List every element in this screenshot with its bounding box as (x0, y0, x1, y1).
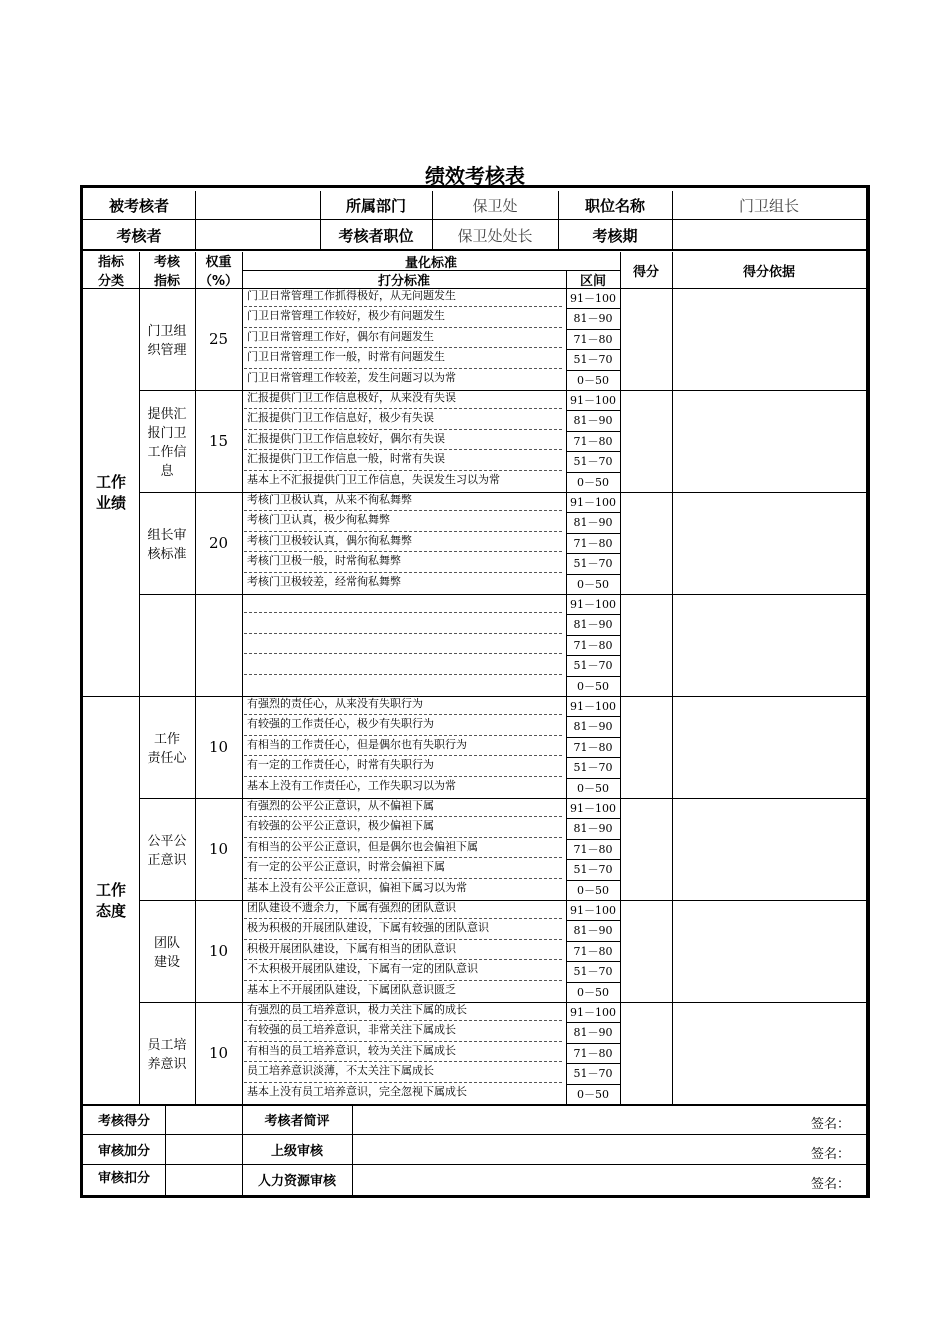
range-value: 0－50 (577, 781, 609, 795)
dept-field-text: 保卫处 (472, 196, 518, 215)
criteria-text: 门卫日常管理工作较差，发生问题习以为常 (247, 370, 456, 384)
criteria-text: 员工培养意识淡薄，不太关注下属成长 (247, 1064, 434, 1078)
criteria-text: 基本上不开展团队建设，下属团队意识匮乏 (247, 982, 456, 996)
grid-line (566, 737, 620, 738)
examiner-position-label (320, 221, 432, 249)
indicator-name (139, 594, 195, 696)
examinee-label-text: 被考核者 (108, 196, 169, 215)
indicator-weight (195, 390, 242, 492)
range-value: 51－70 (573, 353, 613, 367)
score-input[interactable] (620, 696, 672, 798)
indicator-weight (195, 900, 242, 1002)
criteria-text: 汇报提供门卫工作信息极好，从来没有失误 (247, 391, 456, 404)
grid-line (566, 839, 620, 840)
range-value: 51－70 (573, 965, 613, 979)
grid-line (566, 716, 620, 717)
criteria-text: 汇报提供门卫工作信息一般，时常有失误 (247, 452, 445, 466)
grid-line (566, 1043, 620, 1044)
col-score-header-text: 得分 (632, 264, 659, 280)
range-value: 81－90 (573, 618, 613, 632)
range-value: 81－90 (573, 414, 613, 428)
dept-label-text: 所属部门 (345, 196, 406, 215)
range-value: 91－100 (570, 1006, 616, 1019)
criteria-text: 考核门卫极一般，时常徇私舞弊 (247, 554, 401, 568)
criteria-dash-line (244, 429, 562, 430)
col-basis-header (672, 252, 866, 288)
range-value: 51－70 (573, 863, 613, 877)
indicator-name-text: 组长审 核标准 (147, 528, 187, 562)
grid-line (566, 655, 620, 656)
indicator-name (139, 288, 195, 390)
indicator-weight (195, 492, 242, 594)
criteria-text: 有较强的公平公正意识，极少偏袒下属 (247, 819, 434, 833)
criteria-dash-line (244, 572, 562, 573)
criteria-dash-line (244, 837, 562, 838)
criteria-dash-line (244, 612, 562, 613)
range-value: 0－50 (577, 679, 609, 693)
range-value: 51－70 (573, 761, 613, 775)
grid-line (566, 1022, 620, 1023)
indicator-name (139, 900, 195, 1002)
examiner-label-text: 考核者 (116, 226, 162, 245)
examiner-field[interactable] (195, 221, 320, 249)
footer-deduct-field[interactable] (165, 1164, 242, 1195)
position-field[interactable] (672, 191, 866, 219)
category-work-performance (83, 288, 139, 696)
indicator-name (139, 1002, 195, 1104)
score-input[interactable] (620, 492, 672, 594)
criteria-dash-line (244, 449, 562, 450)
indicator-weight-text: 20 (208, 534, 229, 552)
range-value: 71－80 (573, 944, 613, 958)
criteria-dash-line (244, 1020, 562, 1021)
criteria-dash-line (244, 347, 562, 348)
indicator-name-text: 门卫组 织管理 (147, 324, 187, 358)
footer-superior-label (242, 1134, 352, 1164)
footer-add-field[interactable] (165, 1134, 242, 1164)
criteria-dash-line (244, 939, 562, 940)
range-value: 91－100 (570, 904, 616, 917)
footer-deduct-label (83, 1164, 165, 1195)
score-basis-input[interactable] (672, 798, 866, 900)
range-value: 0－50 (577, 577, 609, 591)
criteria-dash-line (244, 918, 562, 919)
range-value: 81－90 (573, 312, 613, 326)
indicator-name (139, 696, 195, 798)
criteria-text: 基本上不汇报提供门卫工作信息，失误发生习以为常 (247, 472, 500, 486)
score-input[interactable] (620, 390, 672, 492)
indicator-name (139, 798, 195, 900)
footer-score-label (83, 1104, 165, 1134)
criteria-text: 有较强的工作责任心，极少有失职行为 (247, 717, 434, 731)
range-value: 0－50 (577, 373, 609, 387)
period-label (558, 221, 672, 249)
range-value: 81－90 (573, 720, 613, 734)
footer-comment-label (242, 1104, 352, 1134)
range-value: 71－80 (573, 1046, 613, 1060)
grid-line (566, 778, 620, 779)
grid-line (566, 614, 620, 615)
indicator-name (139, 492, 195, 594)
criteria-dash-line (244, 551, 562, 552)
criteria-dash-line (244, 755, 562, 756)
signature-label: 签名： (810, 1177, 850, 1192)
range-value: 51－70 (573, 1067, 613, 1081)
criteria-text: 积极开展团队建设，下属有相当的团队意识 (247, 941, 456, 955)
col-range-header-text: 区间 (579, 273, 606, 289)
grid-line (566, 512, 620, 513)
grid-line (566, 574, 620, 575)
range-value: 91－100 (570, 292, 616, 305)
grid-line (566, 370, 620, 371)
criteria-text: 团队建设不遗余力，下属有强烈的团队意识 (247, 901, 456, 914)
indicator-name-text: 公平公 正意识 (147, 834, 187, 868)
indicator-weight-text: 15 (208, 432, 229, 450)
examiner-position-field[interactable] (432, 221, 558, 249)
col-basis-header-text: 得分依据 (742, 264, 795, 280)
dept-field[interactable] (432, 191, 558, 219)
criteria-dash-line (244, 653, 562, 654)
grid-line (566, 533, 620, 534)
criteria-text: 有强烈的责任心，从来没有失职行为 (247, 697, 423, 710)
period-label-text: 考核期 (592, 226, 638, 245)
indicator-weight-text: 25 (208, 330, 229, 348)
range-value: 71－80 (573, 536, 613, 550)
position-label-text: 职位名称 (584, 196, 645, 215)
examiner-label (83, 221, 195, 249)
grid-line (566, 451, 620, 452)
grid-line (566, 410, 620, 411)
criteria-dash-line (244, 980, 562, 981)
range-value: 0－50 (577, 985, 609, 999)
criteria-text: 汇报提供门卫工作信息好，极少有失误 (247, 411, 434, 425)
range-value: 91－100 (570, 598, 616, 611)
footer-hr-label (242, 1164, 352, 1195)
category-work-attitude-text: 工作 态度 (95, 881, 126, 920)
position-field-text: 门卫组长 (738, 196, 799, 215)
criteria-dash-line (244, 878, 562, 879)
criteria-dash-line (244, 1041, 562, 1042)
col-indicator-header (139, 252, 195, 288)
criteria-text: 有一定的公平公正意识，时常会偏袒下属 (247, 860, 445, 874)
range-value: 81－90 (573, 516, 613, 530)
criteria-dash-line (244, 633, 562, 634)
col-criteria-header (242, 270, 566, 288)
range-value: 51－70 (573, 659, 613, 673)
grid-line (566, 880, 620, 881)
criteria-text: 基本上没有员工培养意识，完全忽视下属成长 (247, 1084, 467, 1098)
grid-line (566, 941, 620, 942)
criteria-dash-line (244, 531, 562, 532)
col-quant-header (242, 252, 620, 270)
grid-line (566, 1063, 620, 1064)
grid-line (566, 982, 620, 983)
grid-line (566, 920, 620, 921)
score-basis-input[interactable] (672, 288, 866, 390)
grid-line (566, 553, 620, 554)
criteria-text: 基本上没有公平公正意识，偏袒下属习以为常 (247, 880, 467, 894)
range-value: 0－50 (577, 1087, 609, 1101)
position-label (558, 191, 672, 219)
col-quant-header-text: 量化标准 (404, 255, 457, 271)
score-input[interactable] (620, 288, 672, 390)
criteria-text: 考核门卫极较认真，偶尔徇私舞弊 (247, 533, 412, 547)
range-value: 71－80 (573, 332, 613, 346)
criteria-text: 考核门卫极较差，经常徇私舞弊 (247, 574, 401, 588)
col-weight-header-text: 权重 （%） (198, 255, 239, 289)
grid-line (566, 308, 620, 309)
criteria-dash-line (244, 857, 562, 858)
criteria-text: 有相当的员工培养意识，较为关注下属成长 (247, 1043, 456, 1057)
criteria-text: 有强烈的公平公正意识，从不偏袒下属 (247, 799, 434, 812)
examiner-position-field-text: 保卫处处长 (457, 226, 533, 245)
range-value: 51－70 (573, 557, 613, 571)
col-indicator-header-text: 考核 指标 (153, 255, 180, 289)
range-value: 71－80 (573, 638, 613, 652)
indicator-weight (195, 1002, 242, 1104)
criteria-dash-line (244, 674, 562, 675)
criteria-dash-line (244, 816, 562, 817)
col-score-header (620, 252, 672, 288)
range-value: 81－90 (573, 1026, 613, 1040)
range-value: 91－100 (570, 496, 616, 509)
criteria-text: 有强烈的员工培养意识，极力关注下属的成长 (247, 1003, 467, 1016)
grid-line (566, 757, 620, 758)
range-value: 51－70 (573, 455, 613, 469)
criteria-text: 门卫日常管理工作一般，时常有问题发生 (247, 350, 445, 364)
indicator-weight-text: 10 (208, 942, 229, 960)
grid-line (566, 818, 620, 819)
col-criteria-header-text: 打分标准 (377, 273, 430, 289)
footer-superior-label-text: 上级审核 (270, 1143, 323, 1159)
criteria-text: 有较强的员工培养意识，非常关注下属成长 (247, 1023, 456, 1037)
grid-line (566, 431, 620, 432)
score-basis-input[interactable] (672, 594, 866, 696)
criteria-text: 不太积极开展团队建设，下属有一定的团队意识 (247, 962, 478, 976)
footer-add-label (83, 1134, 165, 1164)
grid-line (566, 961, 620, 962)
score-basis-input[interactable] (672, 1002, 866, 1104)
indicator-weight (195, 696, 242, 798)
col-category-header-text: 指标 分类 (97, 255, 124, 289)
criteria-dash-line (244, 327, 562, 328)
score-input[interactable] (620, 900, 672, 1002)
range-value: 0－50 (577, 475, 609, 489)
criteria-dash-line (244, 714, 562, 715)
criteria-dash-line (244, 735, 562, 736)
col-category-header (83, 252, 139, 288)
criteria-dash-line (244, 510, 562, 511)
form-title: 绩效考核表 (425, 164, 525, 188)
indicator-name-text: 团队 建设 (153, 936, 180, 970)
grid-line (566, 329, 620, 330)
footer-score-label-text: 考核得分 (97, 1113, 150, 1129)
score-basis-input[interactable] (672, 900, 866, 1002)
criteria-dash-line (244, 306, 562, 307)
grid-line (566, 635, 620, 636)
col-range-header (566, 270, 620, 288)
criteria-dash-line (244, 959, 562, 960)
criteria-text: 有相当的公平公正意识，但是偶尔也会偏袒下属 (247, 839, 478, 853)
examinee-label (83, 191, 195, 219)
score-input[interactable] (620, 594, 672, 696)
criteria-dash-line (244, 1082, 562, 1083)
criteria-dash-line (244, 368, 562, 369)
criteria-text: 极为积极的开展团队建设，下属有较强的团队意识 (247, 921, 489, 935)
criteria-dash-line (244, 776, 562, 777)
indicator-weight (195, 594, 242, 696)
dept-label (320, 191, 432, 219)
category-work-attitude (83, 696, 139, 1104)
footer-add-label-text: 审核加分 (97, 1143, 150, 1159)
indicator-name-text: 工作 责任心 (147, 732, 187, 766)
score-input[interactable] (620, 1002, 672, 1104)
examiner-position-label-text: 考核者职位 (338, 226, 414, 245)
indicator-weight (195, 798, 242, 900)
range-value: 91－100 (570, 394, 616, 407)
indicator-name-text: 员工培 养意识 (147, 1038, 187, 1072)
footer-hr-label-text: 人力资源审核 (257, 1174, 336, 1189)
indicator-weight-text: 10 (208, 840, 229, 858)
indicator-weight-text: 10 (208, 1044, 229, 1062)
range-value: 91－100 (570, 802, 616, 815)
grid-line (566, 676, 620, 677)
indicator-weight (195, 288, 242, 390)
range-value: 91－100 (570, 700, 616, 713)
score-input[interactable] (620, 798, 672, 900)
signature-label: 签名： (810, 1117, 850, 1132)
range-value: 71－80 (573, 434, 613, 448)
footer-deduct-label-text: 审核扣分 (97, 1171, 150, 1186)
indicator-name-text: 提供汇 报门卫 工作信 息 (147, 407, 187, 479)
grid-line (83, 219, 866, 220)
criteria-dash-line (244, 470, 562, 471)
criteria-dash-line (244, 408, 562, 409)
criteria-text: 汇报提供门卫工作信息较好，偶尔有失误 (247, 431, 445, 445)
range-value: 81－90 (573, 822, 613, 836)
criteria-text: 考核门卫认真，极少徇私舞弊 (247, 513, 390, 527)
examinee-field[interactable] (195, 191, 320, 219)
footer-score-field[interactable] (165, 1104, 242, 1134)
grid-line (566, 859, 620, 860)
score-basis-input[interactable] (672, 696, 866, 798)
footer-comment-label-text: 考核者简评 (264, 1113, 330, 1129)
criteria-text: 门卫日常管理工作较好，极少有问题发生 (247, 309, 445, 323)
period-field[interactable] (672, 221, 866, 249)
range-value: 71－80 (573, 740, 613, 754)
score-basis-input[interactable] (672, 492, 866, 594)
criteria-text: 基本上没有工作责任心，工作失职习以为常 (247, 778, 456, 792)
range-value: 81－90 (573, 924, 613, 938)
grid-line (566, 349, 620, 350)
criteria-text: 门卫日常管理工作好，偶尔有问题发生 (247, 329, 434, 343)
signature-label: 签名： (810, 1147, 850, 1162)
col-weight-header (195, 252, 242, 288)
range-value: 71－80 (573, 842, 613, 856)
criteria-dash-line (244, 1061, 562, 1062)
criteria-text: 有相当的工作责任心，但是偶尔也有失职行为 (247, 737, 467, 751)
score-basis-input[interactable] (672, 390, 866, 492)
criteria-text: 有一定的工作责任心，时常有失职行为 (247, 758, 434, 772)
indicator-name (139, 390, 195, 492)
indicator-weight-text: 10 (208, 738, 229, 756)
category-work-performance-text: 工作 业绩 (95, 473, 126, 512)
criteria-text: 门卫日常管理工作抓得极好，从无问题发生 (247, 289, 456, 302)
criteria-text: 考核门卫极认真，从来不徇私舞弊 (247, 493, 412, 506)
grid-line (566, 472, 620, 473)
grid-line (566, 1084, 620, 1085)
range-value: 0－50 (577, 883, 609, 897)
